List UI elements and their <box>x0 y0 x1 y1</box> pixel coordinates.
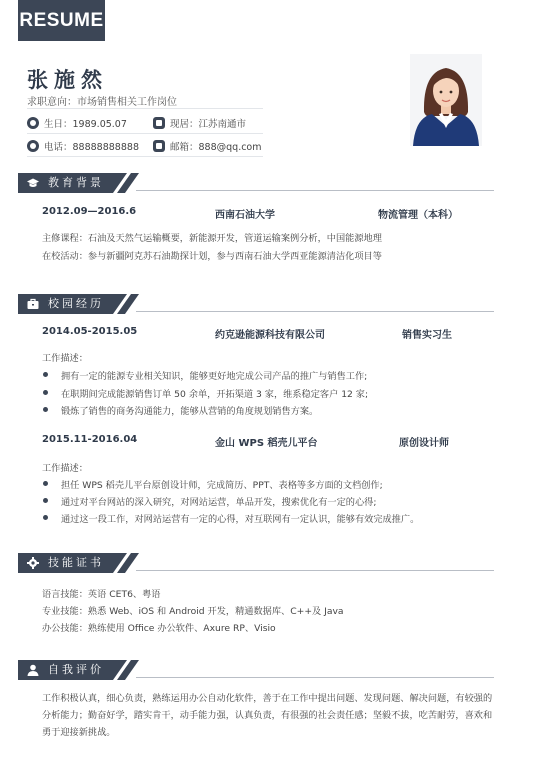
user-icon <box>27 664 39 676</box>
campus-desc-label: 工作描述： <box>42 463 88 474</box>
education-school: 西南石油大学 <box>215 210 275 221</box>
section-campus-header <box>18 294 494 314</box>
avatar <box>410 54 482 146</box>
education-period: 2012.09—2016.6 <box>42 206 137 217</box>
skill-language: 语言技能：英语 CET6、粤语 <box>42 589 161 600</box>
email-info <box>153 139 262 153</box>
education-major: 物流管理（本科） <box>378 210 458 221</box>
skill-office: 办公技能：熟练使用 Office 办公软件、Axure RP、Visio <box>42 623 276 634</box>
section-title: 校园经历 <box>48 297 104 310</box>
campus-role: 销售实习生 <box>402 330 452 341</box>
residence-text: 现居：江苏南通市 <box>170 119 247 130</box>
education-courses: 主修课程：石油及天然气运输概要，新能源开发，管道运输案例分析，中国能源地理 <box>42 233 382 244</box>
list-item: 通过对平台网站的深入研究，对网站运营，单品开发，搜索优化有一定的心得; <box>42 494 376 508</box>
phone-info <box>27 139 139 153</box>
skill-professional: 专业技能：熟悉 Web、iOS 和 Android 开发，精通数据库、C++及 Java <box>42 606 344 617</box>
section-self-eval-header <box>18 660 494 680</box>
list-item: 通过这一段工作，对网站运营有一定的心得，对互联网有一定认识，能够有效完成推广。 <box>42 511 419 525</box>
list-item: 担任 WPS 稻壳儿平台原创设计师，完成简历、PPT、表格等多方面的文档创作; <box>42 477 383 491</box>
briefcase-icon <box>27 298 39 310</box>
divider <box>27 133 263 134</box>
phone-icon <box>27 140 39 152</box>
person-icon <box>27 117 39 129</box>
gear-icon <box>27 557 39 569</box>
section-title: 技能证书 <box>48 556 104 569</box>
residence-info <box>153 116 246 130</box>
campus-desc-label: 工作描述： <box>42 353 88 364</box>
list-item: 在职期间完成能源销售订单 50 余单，开拓渠道 3 家，维系稳定客户 12 家; <box>42 386 368 400</box>
profile-photo <box>410 54 482 146</box>
campus-company: 约克逊能源科技有限公司 <box>215 330 325 341</box>
section-title: 教育背景 <box>48 176 104 189</box>
divider <box>27 108 263 109</box>
phone-text: 电话：88888888888 <box>44 142 139 153</box>
section-skills-header <box>18 553 494 573</box>
campus-period: 2015.11-2016.04 <box>42 434 138 445</box>
email-text: 邮箱：888@qq.com <box>170 142 262 153</box>
list-item: 锻炼了销售的商务沟通能力，能够从营销的角度规划销售方案。 <box>42 403 318 417</box>
education-activities: 在校活动：参与新疆阿克苏石油勘探计划，参与西南石油大学西亚能源清洁化项目等 <box>42 251 382 262</box>
list-item: 拥有一定的能源专业相关知识，能够更好地完成公司产品的推广与销售工作; <box>42 368 367 382</box>
resume-tag: RESUME <box>18 0 105 41</box>
home-icon <box>153 117 165 129</box>
section-education-header <box>18 173 494 193</box>
divider <box>27 156 263 157</box>
section-title: 自我评价 <box>48 663 104 676</box>
self-evaluation-text: 工作积极认真，细心负责，熟练运用办公自动化软件，善于在工作中提出问题、发现问题、解决问题，有较强的分析能力；勤奋好学，踏实肯干，动手能力强，认真负责，有很强的社会责任感；坚毅不拔，吃苦耐劳，喜欢和勇于迎接新挑战。 <box>42 693 493 738</box>
campus-company: 金山 WPS 稻壳儿平台 <box>215 438 318 449</box>
campus-period: 2014.05-2015.05 <box>42 326 138 337</box>
birth-text: 生日：1989.05.07 <box>44 119 127 130</box>
birth-info <box>27 116 127 130</box>
graduation-cap-icon <box>27 177 39 189</box>
mail-icon <box>153 140 165 152</box>
candidate-name: 张施然 <box>27 68 108 92</box>
campus-role: 原创设计师 <box>399 438 449 449</box>
job-intent: 求职意向：市场销售相关工作岗位 <box>27 97 177 108</box>
